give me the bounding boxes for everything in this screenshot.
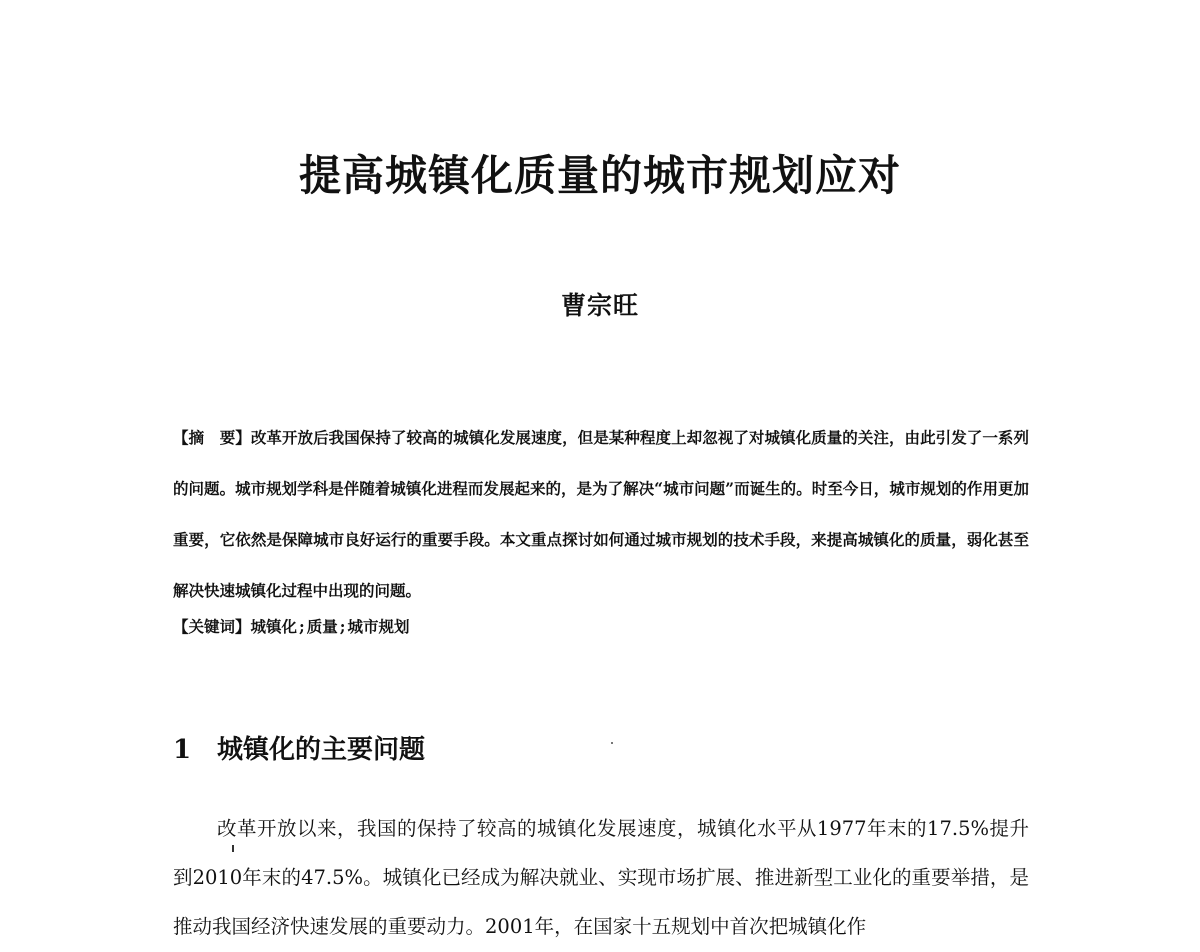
keyword-separator: ; xyxy=(339,617,346,636)
keyword-item: 城镇化 xyxy=(250,617,298,636)
abstract-label: 【摘 要】 xyxy=(173,428,251,447)
paper-title: 提高城镇化质量的城市规划应对 xyxy=(298,151,901,200)
keywords xyxy=(173,612,1029,642)
keyword-item: 质量 xyxy=(306,617,338,636)
author-name: 曹宗旺 xyxy=(560,291,639,320)
section-number: 1 xyxy=(173,735,192,765)
scan-mark xyxy=(232,845,234,852)
section-paragraph: 改革开放以来，我国的保持了较高的城镇化发展速度，城镇化水平从1977年末的17.5%提升到2010年末的47.5%。城镇化已经成为解决就业、实现市场扩展、推进新型工业化的重要举措，是推动我国经济快速发展的重要动力。2001年，在国家十五规划中首次把城镇化作 xyxy=(173,817,1029,938)
section-title: 城镇化的主要问题 xyxy=(217,735,426,765)
keywords-label: 【关键词】 xyxy=(173,617,251,636)
abstract xyxy=(173,412,1029,616)
scan-speck xyxy=(611,742,613,744)
keyword-item: 城市规划 xyxy=(347,617,410,636)
abstract-text: 改革开放后我国保持了较高的城镇化发展速度，但是某种程度上却忽视了对城镇化质量的关注，由此引发了一系列的问题。城市规划学科是伴随着城镇化进程而发展起来的，是为了解决“城市问题”而诞生的。时至今日，城市规划的作用更加重要，它依然是保障城市良好运行的重要手段。本文重点探讨如何通过城市规划的技术手段，来提高城镇化的质量，弱化甚至解决快速城镇化过程中出现的问题。 xyxy=(173,428,1029,600)
keyword-separator: ; xyxy=(299,617,305,636)
section-heading xyxy=(173,728,425,772)
